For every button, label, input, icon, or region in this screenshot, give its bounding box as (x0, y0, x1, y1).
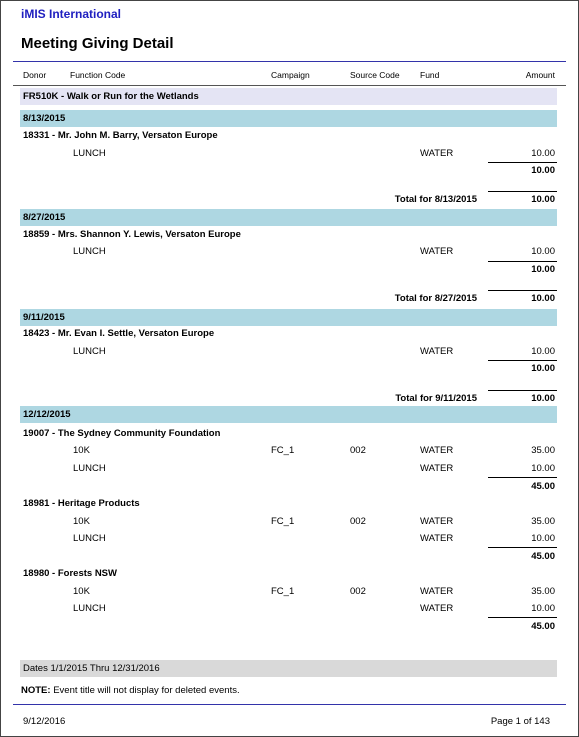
function-code: LUNCH (73, 346, 106, 357)
donor-subtotal: 10.00 (531, 363, 555, 374)
amount: 10.00 (531, 603, 555, 614)
subtotal-rule (488, 360, 557, 361)
report-title: Meeting Giving Detail (21, 35, 174, 52)
donor-subtotal: 45.00 (531, 621, 555, 632)
subtotal-rule (488, 547, 557, 548)
donor-name: 18980 - Forests NSW (23, 568, 117, 579)
date-range-band: Dates 1/1/2015 Thru 12/31/2016 (20, 660, 557, 677)
date-band: 8/13/2015 (20, 110, 557, 127)
source-code: 002 (350, 586, 366, 597)
fund: WATER (420, 586, 454, 597)
fund: WATER (420, 246, 454, 257)
donor-name: 18423 - Mr. Evan I. Settle, Versaton Europe (23, 328, 215, 339)
organization-name: iMIS International (21, 7, 122, 21)
donor-subtotal: 45.00 (531, 551, 555, 562)
total-rule (488, 191, 557, 192)
fund: WATER (420, 533, 454, 544)
fund: WATER (420, 463, 454, 474)
date-total-label: Total for 8/13/2015 (394, 194, 477, 205)
date-total: 10.00 (531, 393, 555, 404)
note-label: NOTE: (21, 685, 51, 696)
date-total: 10.00 (531, 194, 555, 205)
col-header-function-code: Function Code (70, 70, 126, 80)
function-code: 10K (73, 445, 90, 456)
function-code: LUNCH (73, 463, 106, 474)
amount: 10.00 (531, 463, 555, 474)
title-rule (13, 61, 566, 62)
col-header-campaign: Campaign (271, 70, 310, 80)
date-band: 8/27/2015 (20, 209, 557, 226)
date-band: 9/11/2015 (20, 309, 557, 326)
col-header-donor: Donor (23, 70, 47, 80)
amount: 35.00 (531, 586, 555, 597)
subtotal-rule (488, 477, 557, 478)
donor-name: 18859 - Mrs. Shannon Y. Lewis, Versaton Europe (23, 229, 241, 240)
date-band: 12/12/2015 (20, 406, 557, 423)
col-header-source-code: Source Code (350, 70, 400, 80)
fund: WATER (420, 445, 454, 456)
function-code: LUNCH (73, 246, 106, 257)
total-rule (488, 390, 557, 391)
col-header-fund: Fund (420, 70, 440, 80)
amount: 35.00 (531, 445, 555, 456)
function-code: LUNCH (73, 603, 106, 614)
date-total: 10.00 (531, 293, 555, 304)
amount: 10.00 (531, 346, 555, 357)
amount: 10.00 (531, 148, 555, 159)
donor-subtotal: 45.00 (531, 481, 555, 492)
header-rule (13, 85, 566, 86)
donor-name: 18981 - Heritage Products (23, 498, 140, 509)
source-code: 002 (350, 445, 366, 456)
function-code: 10K (73, 516, 90, 527)
subtotal-rule (488, 261, 557, 262)
date-total-label: Total for 9/11/2015 (395, 393, 477, 404)
donor-subtotal: 10.00 (531, 165, 555, 176)
subtotal-rule (488, 617, 557, 618)
donor-subtotal: 10.00 (531, 264, 555, 275)
fund: WATER (420, 148, 454, 159)
note (21, 685, 240, 696)
campaign: FC_1 (271, 445, 295, 456)
page-number: Page 1 of 143 (490, 716, 550, 727)
fund: WATER (420, 346, 454, 357)
source-code: 002 (350, 516, 366, 527)
campaign: FC_1 (271, 586, 295, 597)
donor-name: 19007 - The Sydney Community Foundation (23, 428, 221, 439)
donor-name: 18331 - Mr. John M. Barry, Versaton Europe (23, 130, 218, 141)
col-header-amount: Amount (525, 70, 555, 80)
date-total-label: Total for 8/27/2015 (394, 293, 477, 304)
fund: WATER (420, 603, 454, 614)
print-date: 9/12/2016 (23, 716, 66, 727)
function-code: LUNCH (73, 533, 106, 544)
amount: 35.00 (531, 516, 555, 527)
fund: WATER (420, 516, 454, 527)
campaign: FC_1 (271, 516, 295, 527)
note-text: Event title will not display for deleted events. (50, 685, 240, 696)
function-code: LUNCH (73, 148, 106, 159)
amount: 10.00 (531, 533, 555, 544)
amount: 10.00 (531, 246, 555, 257)
event-band: FR510K - Walk or Run for the Wetlands (20, 88, 557, 105)
total-rule (488, 290, 557, 291)
subtotal-rule (488, 162, 557, 163)
footer-rule (13, 704, 566, 705)
function-code: 10K (73, 586, 90, 597)
